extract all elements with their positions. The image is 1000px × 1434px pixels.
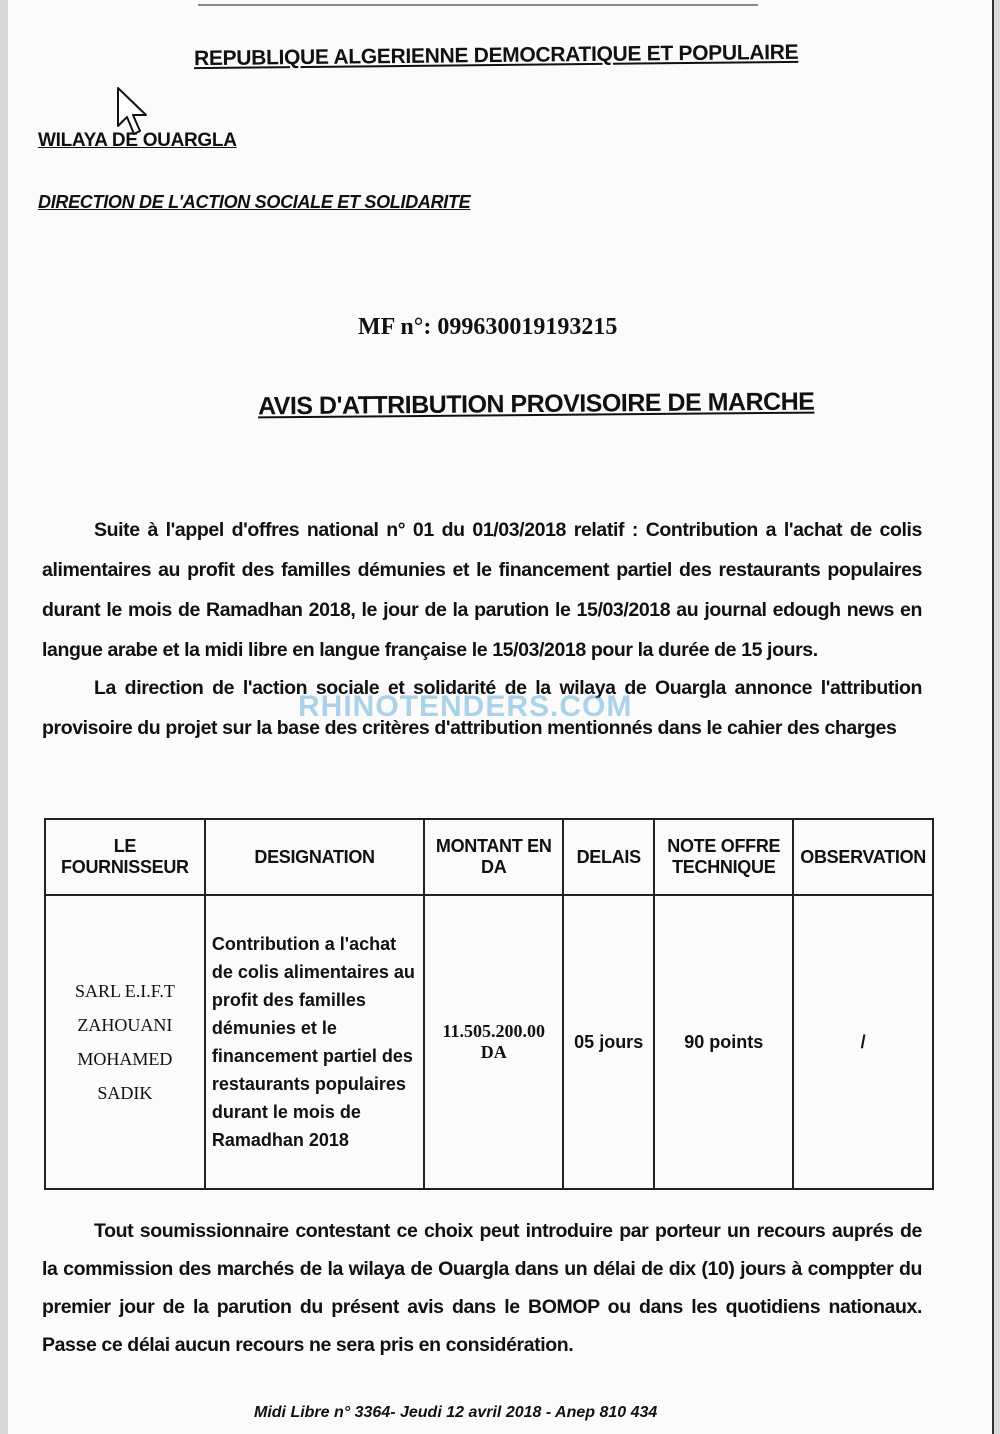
cell-supplier: SARL E.I.F.T ZAHOUANI MOHAMED SADIK [45,895,205,1189]
wilaya-heading: WILAYA DE OUARGLA [38,130,237,151]
header-amount: MONTANT EN DA [424,819,563,895]
header-designation: DESIGNATION [205,819,424,895]
cell-designation: Contribution a l'achat de colis alimentaires au profit des familles démunies et le financement partiel des restaurants populaires durant le mois de Ramadhan 2018 [205,895,424,1189]
award-table [44,818,934,1190]
direction-heading: DIRECTION DE L'ACTION SOCIALE ET SOLIDARITE [38,192,471,212]
table-header-row [45,819,933,895]
cell-observation: / [793,895,933,1189]
document-page [8,0,994,1434]
header-observation: OBSERVATION [793,819,933,895]
appeal-paragraph: Tout soumissionnaire contestant ce choix peut introduire par porteur un recours auprés de la commission des marchés de la wilaya de Ouargla dans un délai de dix (10) jours à comppter du premier jour de la parution du présent avis dans le BOMOP ou dans les quotidiens nationaux. Passe ce délai aucun recours ne sera pris en considération. [42,1220,922,1356]
header-score: NOTE OFFRE TECHNIQUE [654,819,793,895]
header-supplier: LE FOURNISSEUR [45,819,205,895]
cell-score: 90 points [654,895,793,1189]
table-row [45,895,933,1189]
cell-delay: 05 jours [563,895,654,1189]
intro-paragraph: Suite à l'appel d'offres national n° 01 du 01/03/2018 relatif : Contribution a l'achat de colis alimentaires au profit des familles démunies et le financement partiel des restaurants populaires durant le mois de Ramadhan 2018, le jour de la parution le 15/03/2018 au journal edough news en langue arabe et la midi libre en langue française le 15/03/2018 pour la durée de 15 jours. [42,519,922,661]
watermark-text: RHINOTENDERS.COM [298,690,633,723]
document-title: AVIS D'ATTRIBUTION PROVISOIRE DE MARCHE [257,387,815,421]
publication-footer: Midi Libre n° 3364- Jeudi 12 avril 2018 - Anep 810 434 [254,1404,658,1421]
cell-amount: 11.505.200.00 DA [424,895,563,1189]
top-edge-line [198,4,758,6]
header-delay: DELAIS [563,819,654,895]
mouse-pointer-icon [116,86,150,138]
mf-number: MF n°: 099630019193215 [358,314,618,340]
announcement-paragraph: La direction de l'action sociale et solidarité de la wilaya de Ouargla annonce l'attribution provisoire du projet sur la base des critères d'attribution mentionnés dans le cahier des charges [42,677,922,739]
republic-heading: REPUBLIQUE ALGERIENNE DEMOCRATIQUE ET POPULAIRE [193,40,799,71]
